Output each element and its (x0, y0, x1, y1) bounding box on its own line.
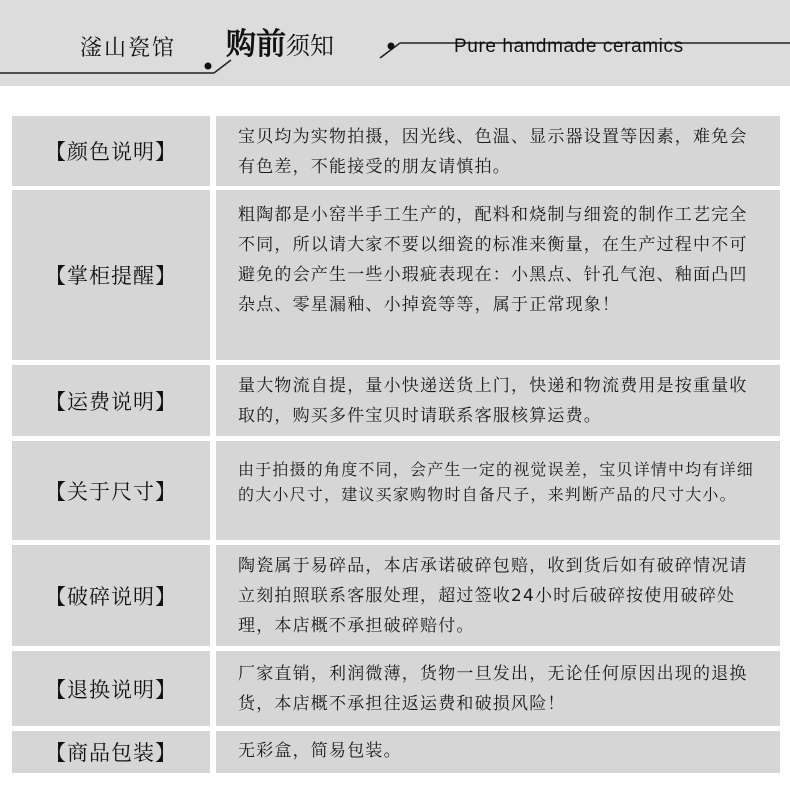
row-label: 【关于尺寸】 (45, 479, 177, 504)
row-label: 【退换说明】 (45, 677, 177, 702)
row-text: 无彩盒，简易包装。 (238, 741, 402, 761)
notice-row-shipping (12, 365, 780, 436)
row-label-cell (12, 731, 210, 773)
row-content-cell (216, 116, 780, 186)
brand-name: 滏山瓷馆 (80, 36, 177, 61)
notice-row-returns (12, 651, 780, 726)
title-bold: 购前 (226, 27, 286, 62)
row-content-cell (216, 441, 780, 540)
row-content-cell (216, 651, 780, 726)
row-label-cell (12, 545, 210, 646)
row-text: 由于拍摄的角度不同，会产生一定的视觉误差，宝贝详情中均有详细的大小尺寸，建议买家购物时自备尺子，来判断产品的尺寸大小。 (238, 460, 755, 504)
notice-row-size (12, 441, 780, 540)
row-label: 【颜色说明】 (45, 140, 177, 164)
title-rest: 须知 (286, 32, 334, 60)
notice-row-packaging (12, 731, 780, 773)
row-label-cell (12, 365, 210, 436)
row-text: 厂家直销，利润微薄，货物一旦发出，无论任何原因出现的退换货，本店概不承担往返运费和破损风险！ (238, 664, 748, 714)
row-text: 宝贝均为实物拍摄，因光线、色温、显示器设置等因素，难免会有色差，不能接受的朋友请慎拍。 (238, 127, 748, 177)
row-text: 量大物流自提，量小快递送货上门，快递和物流费用是按重量收取的，购买多件宝贝时请联系客服核算运费。 (238, 376, 748, 426)
header-banner (0, 0, 790, 86)
row-label: 【破碎说明】 (45, 584, 177, 609)
row-label-cell (12, 116, 210, 186)
row-content-cell (216, 190, 780, 360)
page-title (226, 28, 334, 63)
notice-row-color (12, 116, 780, 186)
row-label-cell (12, 190, 210, 360)
row-label: 【掌柜提醒】 (45, 264, 177, 288)
row-label-cell (12, 441, 210, 540)
row-label-cell (12, 651, 210, 726)
slogan: Pure handmade ceramics (454, 36, 684, 57)
row-content-cell (216, 731, 780, 773)
row-text: 粗陶都是小窑半手工生产的，配料和烧制与细瓷的制作工艺完全不同，所以请大家不要以细瓷的标准来衡量，在生产过程中不可避免的会产生一些小瑕疵表现在：小黑点、针孔气泡、釉面凸凹杂点、零星漏釉、小掉瓷等等，属于正常现象！ (238, 205, 748, 315)
row-label: 【商品包装】 (45, 741, 177, 765)
notice-row-breakage (12, 545, 780, 646)
row-content-cell (216, 545, 780, 646)
row-label: 【运费说明】 (45, 389, 177, 414)
row-content-cell (216, 365, 780, 436)
row-text: 陶瓷属于易碎品，本店承诺破碎包赔，收到货后如有破碎情况请立刻拍照联系客服处理，超过签收24小时后破碎按使用破碎处理，本店概不承担破碎赔付。 (238, 556, 748, 636)
notice-row-reminder (12, 190, 780, 360)
